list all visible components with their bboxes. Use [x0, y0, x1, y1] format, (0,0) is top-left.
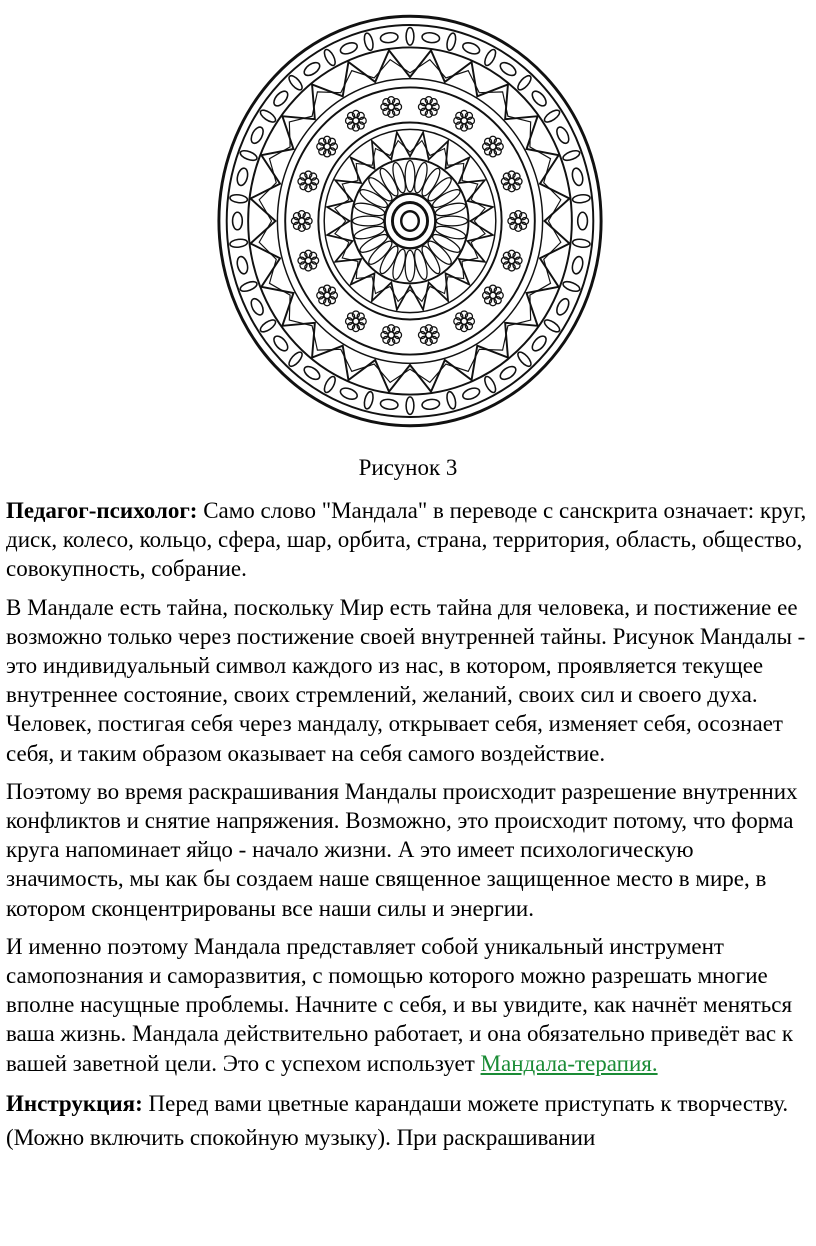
paragraph-text: И именно поэтому Мандала представляет собой уникальный инструмент самопознания и саморазвития, с помощью которого можно разрешать многие вполне насущные проблемы. Начните с себя, и вы увидите, как начнёт меняться ваша жизнь. Мандала действительно работает, и она обязательно приведёт вас к вашей заветной цели. Это с успехом использует: [6, 933, 794, 1076]
paragraph-text: Само слово "Мандала" в переводе с санскрита означает: круг, диск, колесо, кольцо, сфера, шар, орбита, страна, территория, область, общество, совокупность, собрание.: [6, 498, 807, 582]
paragraph-instruction: [6, 1087, 814, 1155]
paragraph-text: Перед вами цветные карандаши можете приступать к творчеству. (Можно включить спокойную музыку). При раскрашивании: [6, 1090, 789, 1150]
speaker-label: Педагог-психолог:: [6, 498, 198, 523]
figure-caption: Рисунок 3: [358, 455, 458, 480]
mandala-illustration: [215, 12, 605, 430]
mandala-therapy-link[interactable]: Мандала-терапия.: [480, 1050, 658, 1076]
instruction-label: Инструкция:: [6, 1090, 143, 1116]
document-body: [6, 496, 814, 1164]
paragraph-definition: [6, 496, 814, 584]
paragraph-coloring: Поэтому во время раскрашивания Мандалы происходит разрешение внутренних конфликтов и снятие напряжения. Возможно, это происходит потому, что форма круга напоминает яйцо - начало жизни. А это имеет психологическую значимость, мы как бы создаем наше священное защищенное место в мире, в котором сконцентрированы все наши силы и энергии.: [6, 778, 798, 921]
paragraph-mystery: В Мандале есть тайна, поскольку Мир есть тайна для человека, и постижение ее возможно только через постижение своей внутренней тайны. Рисунок Мандалы - это индивидуальный символ каждого из нас, в котором, проявляется текущее внутреннее состояние, своих стремлений, желаний, своих сил и своего духа. Человек, постигая себя через мандалу, открывает себя, изменяет себя, осознает себя, и таким образом оказывает на себя самого воздействие.: [6, 594, 806, 766]
paragraph-tool: [6, 932, 814, 1078]
